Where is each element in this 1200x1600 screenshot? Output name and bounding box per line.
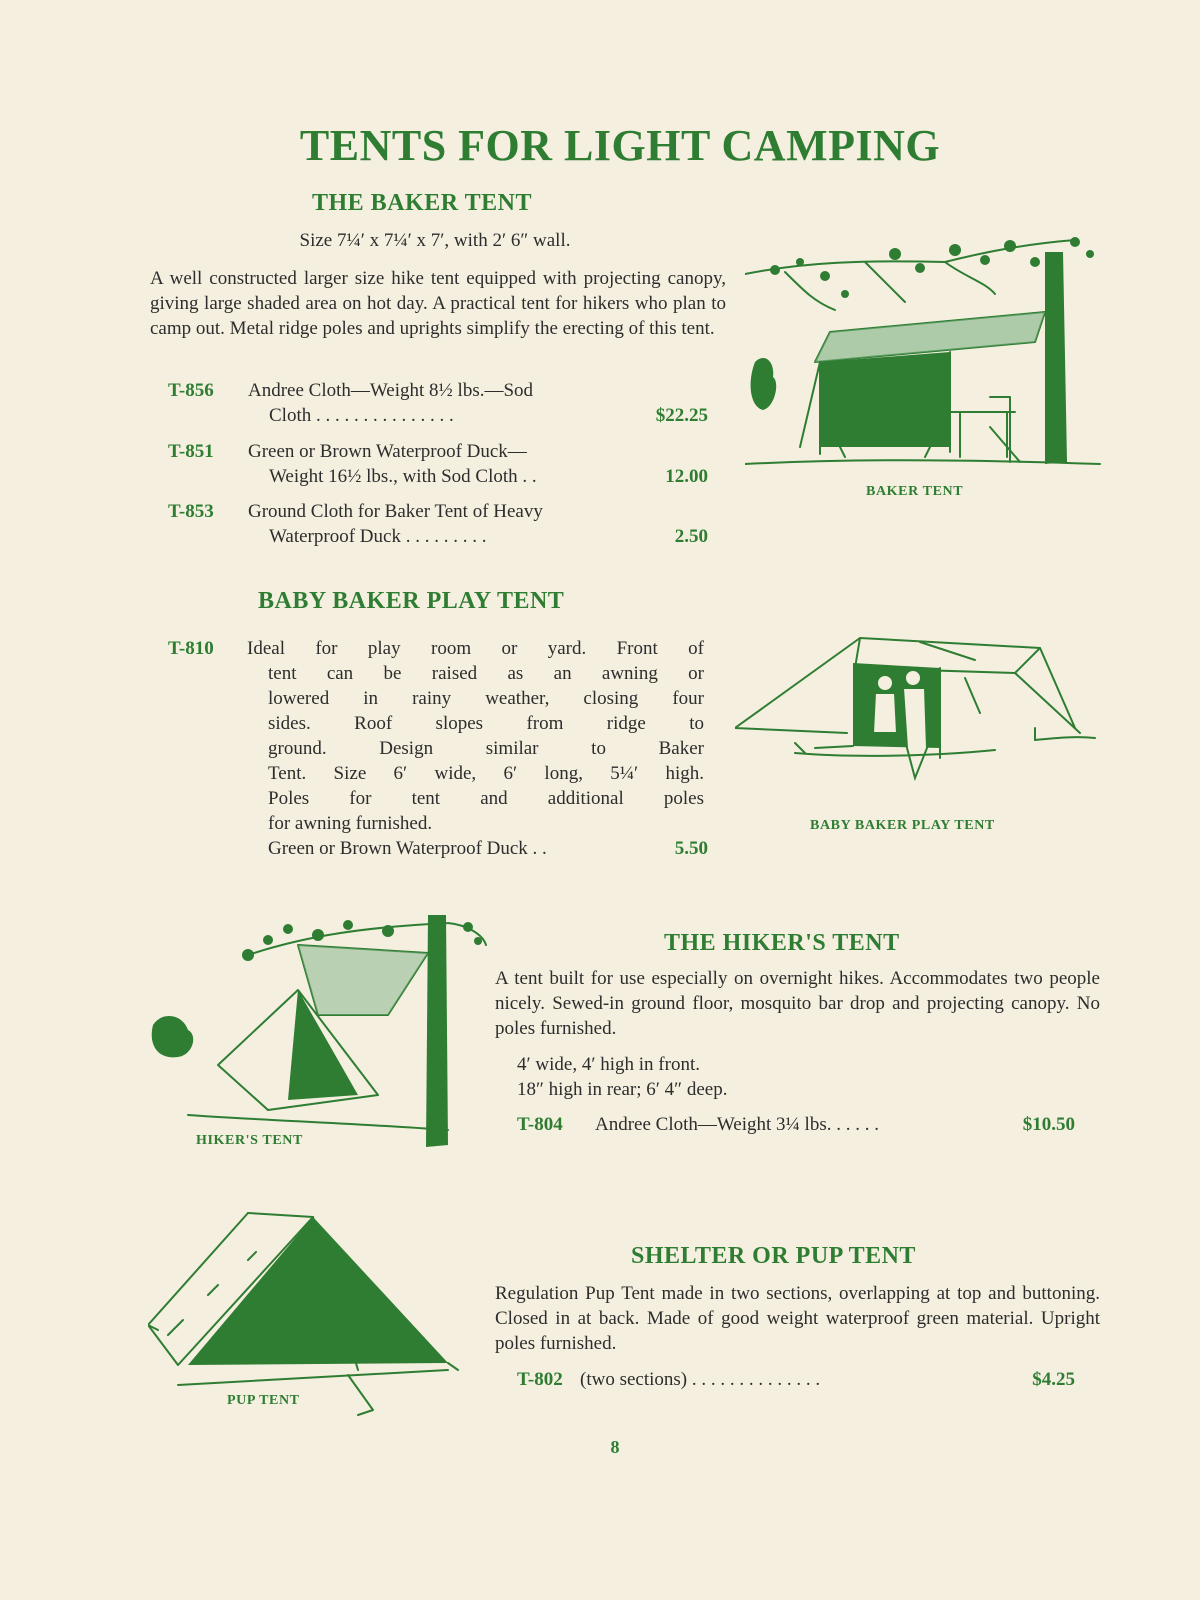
item-code: T-802 — [517, 1369, 563, 1390]
item-line1: Ground Cloth for Baker Tent of Heavy — [248, 501, 543, 522]
baby-caption: BABY BAKER PLAY TENT — [810, 818, 995, 833]
baby-line-1: Ideal for play room or yard. Front of — [247, 638, 704, 659]
baker-size: Size 7¼′ x 7¼′ x 7′, with 2′ 6″ wall. — [299, 230, 571, 251]
item-code: T-856 — [168, 380, 214, 401]
item-line2: Cloth . . . . . . . . . . . . . . . — [269, 405, 454, 426]
baby-line-5: ground. Design similar to Baker — [268, 738, 704, 759]
item-code: T-804 — [517, 1114, 563, 1135]
item-price: 12.00 — [665, 466, 708, 487]
item-price: $10.50 — [1022, 1114, 1075, 1135]
baker-item-3 — [168, 499, 708, 549]
pup-tent-illustration — [148, 1205, 468, 1420]
item-line1: Andree Cloth—Weight 8½ lbs.—Sod — [248, 380, 534, 401]
item-code: T-853 — [168, 501, 214, 522]
baker-heading: THE BAKER TENT — [312, 190, 532, 216]
page-title: TENTS FOR LIGHT CAMPING — [299, 121, 941, 170]
item-price: $4.25 — [1032, 1369, 1075, 1390]
baby-baker-tent-illustration — [735, 628, 1105, 803]
item-line2: Weight 16½ lbs., with Sod Cloth . . — [269, 466, 537, 487]
baker-description: A well constructed larger size hike tent equipped with projecting canopy, giving large shaded area on hot day. A practical tent for hikers who plan to camp out. Metal ridge poles and uprights simplify the erecting of this tent. — [150, 268, 726, 339]
pup-caption: PUP TENT — [227, 1393, 300, 1408]
baker-caption: BAKER TENT — [866, 484, 964, 499]
baker-item-1 — [168, 378, 708, 428]
hikers-description: A tent built for use especially on overnight hikes. Accommodates two people nicely. Sewed-in ground floor, mosquito bar drop and projecting canopy. No poles furnished. — [495, 968, 1100, 1039]
item-desc: Andree Cloth—Weight 3¼ lbs. . . . . . — [595, 1114, 879, 1135]
baby-item — [168, 636, 708, 866]
item-code: T-810 — [168, 638, 214, 659]
hikers-item — [517, 1112, 1075, 1138]
hikers-caption: HIKER'S TENT — [196, 1133, 303, 1148]
pup-heading: SHELTER OR PUP TENT — [631, 1243, 916, 1269]
baby-price-line: Green or Brown Waterproof Duck . . — [268, 838, 547, 859]
hikers-tent-illustration — [148, 915, 488, 1155]
baby-line-6: Tent. Size 6′ wide, 6′ long, 5¼′ high. — [268, 763, 704, 784]
baker-item-2 — [168, 439, 708, 489]
baker-tent-illustration — [745, 232, 1105, 482]
item-price: $22.25 — [655, 405, 708, 426]
hikers-heading: THE HIKER'S TENT — [664, 930, 900, 956]
baby-line-8: for awning furnished. — [268, 813, 433, 834]
item-code: T-851 — [168, 441, 214, 462]
item-price: 2.50 — [674, 526, 708, 547]
pup-description: Regulation Pup Tent made in two sections, overlapping at top and buttoning. Closed in at back. Made of good weight waterproof green material. Upright poles furnished. — [495, 1283, 1100, 1354]
pup-item — [517, 1367, 1075, 1393]
baby-line-4: sides. Roof slopes from ridge to — [268, 713, 704, 734]
page-number: 8 — [610, 1437, 620, 1457]
item-line2: Waterproof Duck . . . . . . . . . — [269, 526, 487, 547]
hikers-dim-front: 4′ wide, 4′ high in front. — [517, 1054, 700, 1075]
hikers-dim-rear: 18″ high in rear; 6′ 4″ deep. — [517, 1079, 728, 1100]
item-desc: (two sections) . . . . . . . . . . . . . . — [580, 1369, 821, 1390]
baby-heading: BABY BAKER PLAY TENT — [258, 588, 565, 614]
baby-line-2: tent can be raised as an awning or — [268, 663, 704, 684]
baby-price: 5.50 — [674, 838, 708, 859]
baby-line-3: lowered in rainy weather, closing four — [268, 688, 704, 709]
item-line1: Green or Brown Waterproof Duck— — [248, 441, 527, 462]
baby-line-7: Poles for tent and additional poles — [268, 788, 704, 809]
